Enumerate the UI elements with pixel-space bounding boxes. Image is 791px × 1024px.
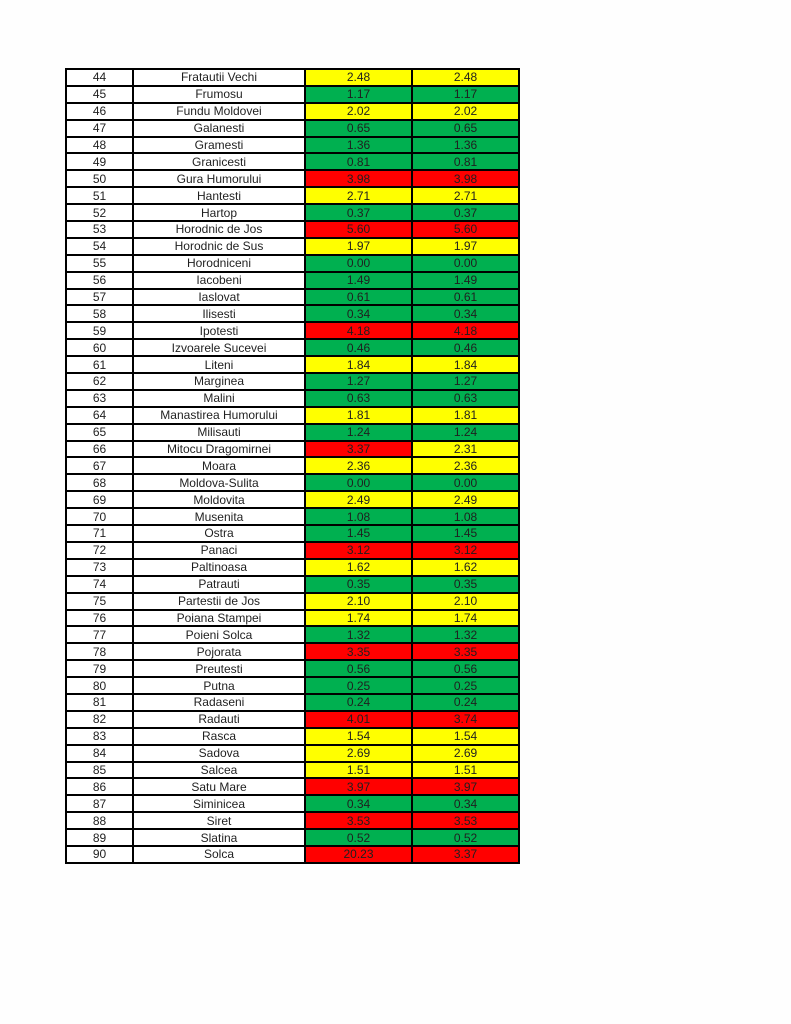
row-number-cell: 80	[66, 677, 133, 694]
value-2-cell: 2.10	[412, 593, 519, 610]
value-2-cell: 3.97	[412, 778, 519, 795]
table-row	[66, 525, 519, 542]
value-1-cell: 1.27	[305, 373, 412, 390]
row-number-cell: 65	[66, 424, 133, 441]
table-row	[66, 255, 519, 272]
value-1-cell: 0.46	[305, 339, 412, 356]
table-row	[66, 576, 519, 593]
row-number-cell: 53	[66, 221, 133, 238]
value-2-cell: 2.36	[412, 457, 519, 474]
value-2-cell: 0.65	[412, 120, 519, 137]
table-row	[66, 289, 519, 306]
value-1-cell: 3.35	[305, 643, 412, 660]
value-1-cell: 2.02	[305, 103, 412, 120]
locality-name-cell: Liteni	[133, 356, 305, 373]
locality-name-cell: Ilisesti	[133, 305, 305, 322]
value-2-cell: 1.36	[412, 137, 519, 154]
table-row	[66, 610, 519, 627]
locality-name-cell: Malini	[133, 390, 305, 407]
locality-name-cell: Radauti	[133, 711, 305, 728]
value-2-cell: 1.81	[412, 407, 519, 424]
row-number-cell: 79	[66, 660, 133, 677]
row-number-cell: 84	[66, 745, 133, 762]
locality-name-cell: Moldovita	[133, 491, 305, 508]
table-row	[66, 660, 519, 677]
value-2-cell: 2.02	[412, 103, 519, 120]
row-number-cell: 44	[66, 69, 133, 86]
table-row	[66, 373, 519, 390]
row-number-cell: 66	[66, 441, 133, 458]
value-1-cell: 3.37	[305, 441, 412, 458]
value-1-cell: 3.12	[305, 542, 412, 559]
value-2-cell: 1.24	[412, 424, 519, 441]
value-2-cell: 0.52	[412, 829, 519, 846]
table-row	[66, 846, 519, 863]
row-number-cell: 86	[66, 778, 133, 795]
row-number-cell: 78	[66, 643, 133, 660]
table-row	[66, 390, 519, 407]
value-1-cell: 4.01	[305, 711, 412, 728]
row-number-cell: 48	[66, 137, 133, 154]
locality-name-cell: Siret	[133, 812, 305, 829]
table-row	[66, 508, 519, 525]
value-2-cell: 2.31	[412, 441, 519, 458]
locality-name-cell: Frumosu	[133, 86, 305, 103]
locality-name-cell: Salcea	[133, 762, 305, 779]
value-2-cell: 0.00	[412, 255, 519, 272]
table-row	[66, 829, 519, 846]
row-number-cell: 77	[66, 626, 133, 643]
row-number-cell: 67	[66, 457, 133, 474]
value-1-cell: 1.17	[305, 86, 412, 103]
value-1-cell: 1.08	[305, 508, 412, 525]
locality-name-cell: Siminicea	[133, 795, 305, 812]
locality-name-cell: Satu Mare	[133, 778, 305, 795]
table-row	[66, 170, 519, 187]
locality-name-cell: Poiana Stampei	[133, 610, 305, 627]
table-row	[66, 559, 519, 576]
row-number-cell: 50	[66, 170, 133, 187]
table-row	[66, 356, 519, 373]
value-1-cell: 0.81	[305, 153, 412, 170]
row-number-cell: 89	[66, 829, 133, 846]
value-1-cell: 1.54	[305, 728, 412, 745]
table-row	[66, 441, 519, 458]
table-row	[66, 69, 519, 86]
value-1-cell: 0.56	[305, 660, 412, 677]
value-1-cell: 5.60	[305, 221, 412, 238]
value-1-cell: 1.49	[305, 272, 412, 289]
locality-name-cell: Galanesti	[133, 120, 305, 137]
locality-name-cell: Rasca	[133, 728, 305, 745]
value-1-cell: 3.53	[305, 812, 412, 829]
locality-name-cell: Gura Humorului	[133, 170, 305, 187]
row-number-cell: 62	[66, 373, 133, 390]
table-row	[66, 137, 519, 154]
value-2-cell: 0.24	[412, 694, 519, 711]
value-2-cell: 1.51	[412, 762, 519, 779]
value-2-cell: 1.54	[412, 728, 519, 745]
value-2-cell: 3.12	[412, 542, 519, 559]
row-number-cell: 55	[66, 255, 133, 272]
value-2-cell: 1.74	[412, 610, 519, 627]
locality-name-cell: Pojorata	[133, 643, 305, 660]
value-2-cell: 1.27	[412, 373, 519, 390]
value-1-cell: 1.62	[305, 559, 412, 576]
row-number-cell: 73	[66, 559, 133, 576]
table-row	[66, 272, 519, 289]
value-1-cell: 20.23	[305, 846, 412, 863]
value-1-cell: 0.65	[305, 120, 412, 137]
value-1-cell: 2.36	[305, 457, 412, 474]
table-row	[66, 542, 519, 559]
value-2-cell: 1.08	[412, 508, 519, 525]
localities-table-body	[66, 69, 519, 863]
value-1-cell: 0.00	[305, 474, 412, 491]
locality-name-cell: Horodnic de Sus	[133, 238, 305, 255]
locality-name-cell: Iaslovat	[133, 289, 305, 306]
value-1-cell: 0.63	[305, 390, 412, 407]
row-number-cell: 51	[66, 187, 133, 204]
table-row	[66, 120, 519, 137]
value-2-cell: 2.71	[412, 187, 519, 204]
value-1-cell: 0.34	[305, 305, 412, 322]
value-2-cell: 0.34	[412, 305, 519, 322]
value-2-cell: 0.63	[412, 390, 519, 407]
locality-name-cell: Milisauti	[133, 424, 305, 441]
locality-name-cell: Izvoarele Sucevei	[133, 339, 305, 356]
row-number-cell: 85	[66, 762, 133, 779]
value-2-cell: 3.37	[412, 846, 519, 863]
value-2-cell: 4.18	[412, 322, 519, 339]
locality-name-cell: Sadova	[133, 745, 305, 762]
row-number-cell: 64	[66, 407, 133, 424]
row-number-cell: 47	[66, 120, 133, 137]
value-2-cell: 0.46	[412, 339, 519, 356]
locality-name-cell: Putna	[133, 677, 305, 694]
value-1-cell: 2.48	[305, 69, 412, 86]
row-number-cell: 87	[66, 795, 133, 812]
value-2-cell: 2.49	[412, 491, 519, 508]
table-row	[66, 221, 519, 238]
table-row	[66, 795, 519, 812]
row-number-cell: 61	[66, 356, 133, 373]
value-1-cell: 0.34	[305, 795, 412, 812]
value-1-cell: 2.49	[305, 491, 412, 508]
locality-name-cell: Partestii de Jos	[133, 593, 305, 610]
locality-name-cell: Paltinoasa	[133, 559, 305, 576]
row-number-cell: 70	[66, 508, 133, 525]
locality-name-cell: Moldova-Sulita	[133, 474, 305, 491]
locality-name-cell: Fratautii Vechi	[133, 69, 305, 86]
value-1-cell: 1.45	[305, 525, 412, 542]
row-number-cell: 56	[66, 272, 133, 289]
value-1-cell: 2.71	[305, 187, 412, 204]
value-1-cell: 1.74	[305, 610, 412, 627]
value-1-cell: 0.25	[305, 677, 412, 694]
row-number-cell: 49	[66, 153, 133, 170]
value-2-cell: 0.35	[412, 576, 519, 593]
table-row	[66, 238, 519, 255]
value-2-cell: 0.00	[412, 474, 519, 491]
row-number-cell: 74	[66, 576, 133, 593]
value-1-cell: 1.81	[305, 407, 412, 424]
value-2-cell: 1.45	[412, 525, 519, 542]
row-number-cell: 81	[66, 694, 133, 711]
locality-name-cell: Musenita	[133, 508, 305, 525]
row-number-cell: 76	[66, 610, 133, 627]
value-2-cell: 1.17	[412, 86, 519, 103]
locality-name-cell: Iacobeni	[133, 272, 305, 289]
locality-name-cell: Solca	[133, 846, 305, 863]
row-number-cell: 71	[66, 525, 133, 542]
value-2-cell: 0.25	[412, 677, 519, 694]
row-number-cell: 82	[66, 711, 133, 728]
value-2-cell: 3.35	[412, 643, 519, 660]
locality-name-cell: Hartop	[133, 204, 305, 221]
table-row	[66, 626, 519, 643]
row-number-cell: 68	[66, 474, 133, 491]
table-row	[66, 745, 519, 762]
locality-name-cell: Mitocu Dragomirnei	[133, 441, 305, 458]
row-number-cell: 75	[66, 593, 133, 610]
locality-name-cell: Hantesti	[133, 187, 305, 204]
value-1-cell: 0.35	[305, 576, 412, 593]
locality-name-cell: Ostra	[133, 525, 305, 542]
value-2-cell: 1.84	[412, 356, 519, 373]
value-1-cell: 3.98	[305, 170, 412, 187]
value-2-cell: 0.34	[412, 795, 519, 812]
table-row	[66, 728, 519, 745]
table-row	[66, 187, 519, 204]
table-row	[66, 407, 519, 424]
row-number-cell: 72	[66, 542, 133, 559]
table-row	[66, 812, 519, 829]
value-1-cell: 0.52	[305, 829, 412, 846]
value-1-cell: 4.18	[305, 322, 412, 339]
table-row	[66, 457, 519, 474]
row-number-cell: 69	[66, 491, 133, 508]
row-number-cell: 57	[66, 289, 133, 306]
value-2-cell: 3.98	[412, 170, 519, 187]
table-row	[66, 778, 519, 795]
value-2-cell: 1.32	[412, 626, 519, 643]
value-2-cell: 1.49	[412, 272, 519, 289]
table-row	[66, 204, 519, 221]
value-1-cell: 0.24	[305, 694, 412, 711]
locality-name-cell: Horodnic de Jos	[133, 221, 305, 238]
value-2-cell: 0.37	[412, 204, 519, 221]
value-1-cell: 0.00	[305, 255, 412, 272]
localities-table	[65, 68, 520, 864]
locality-name-cell: Panaci	[133, 542, 305, 559]
row-number-cell: 54	[66, 238, 133, 255]
value-1-cell: 2.10	[305, 593, 412, 610]
value-2-cell: 1.97	[412, 238, 519, 255]
value-1-cell: 1.32	[305, 626, 412, 643]
locality-name-cell: Preutesti	[133, 660, 305, 677]
value-2-cell: 5.60	[412, 221, 519, 238]
locality-name-cell: Horodniceni	[133, 255, 305, 272]
table-row	[66, 474, 519, 491]
value-1-cell: 0.61	[305, 289, 412, 306]
locality-name-cell: Ipotesti	[133, 322, 305, 339]
value-2-cell: 0.56	[412, 660, 519, 677]
table-row	[66, 339, 519, 356]
locality-name-cell: Fundu Moldovei	[133, 103, 305, 120]
locality-name-cell: Patrauti	[133, 576, 305, 593]
table-row	[66, 643, 519, 660]
table-row	[66, 424, 519, 441]
value-2-cell: 1.62	[412, 559, 519, 576]
table-row	[66, 677, 519, 694]
locality-name-cell: Granicesti	[133, 153, 305, 170]
value-1-cell: 1.97	[305, 238, 412, 255]
value-2-cell: 3.53	[412, 812, 519, 829]
value-2-cell: 2.48	[412, 69, 519, 86]
table-row	[66, 86, 519, 103]
locality-name-cell: Slatina	[133, 829, 305, 846]
value-2-cell: 2.69	[412, 745, 519, 762]
table-row	[66, 694, 519, 711]
row-number-cell: 60	[66, 339, 133, 356]
table-row	[66, 491, 519, 508]
row-number-cell: 63	[66, 390, 133, 407]
table-row	[66, 305, 519, 322]
table-row	[66, 103, 519, 120]
locality-name-cell: Poieni Solca	[133, 626, 305, 643]
locality-name-cell: Radaseni	[133, 694, 305, 711]
value-1-cell: 1.84	[305, 356, 412, 373]
row-number-cell: 45	[66, 86, 133, 103]
value-1-cell: 1.24	[305, 424, 412, 441]
row-number-cell: 46	[66, 103, 133, 120]
value-1-cell: 2.69	[305, 745, 412, 762]
row-number-cell: 59	[66, 322, 133, 339]
table-row	[66, 593, 519, 610]
row-number-cell: 83	[66, 728, 133, 745]
locality-name-cell: Manastirea Humorului	[133, 407, 305, 424]
value-2-cell: 0.81	[412, 153, 519, 170]
table-row	[66, 711, 519, 728]
value-2-cell: 0.61	[412, 289, 519, 306]
row-number-cell: 88	[66, 812, 133, 829]
value-1-cell: 0.37	[305, 204, 412, 221]
row-number-cell: 58	[66, 305, 133, 322]
table-row	[66, 153, 519, 170]
value-2-cell: 3.74	[412, 711, 519, 728]
row-number-cell: 52	[66, 204, 133, 221]
locality-name-cell: Moara	[133, 457, 305, 474]
locality-name-cell: Marginea	[133, 373, 305, 390]
table-row	[66, 322, 519, 339]
value-1-cell: 3.97	[305, 778, 412, 795]
table-row	[66, 762, 519, 779]
value-1-cell: 1.51	[305, 762, 412, 779]
locality-name-cell: Gramesti	[133, 137, 305, 154]
row-number-cell: 90	[66, 846, 133, 863]
value-1-cell: 1.36	[305, 137, 412, 154]
